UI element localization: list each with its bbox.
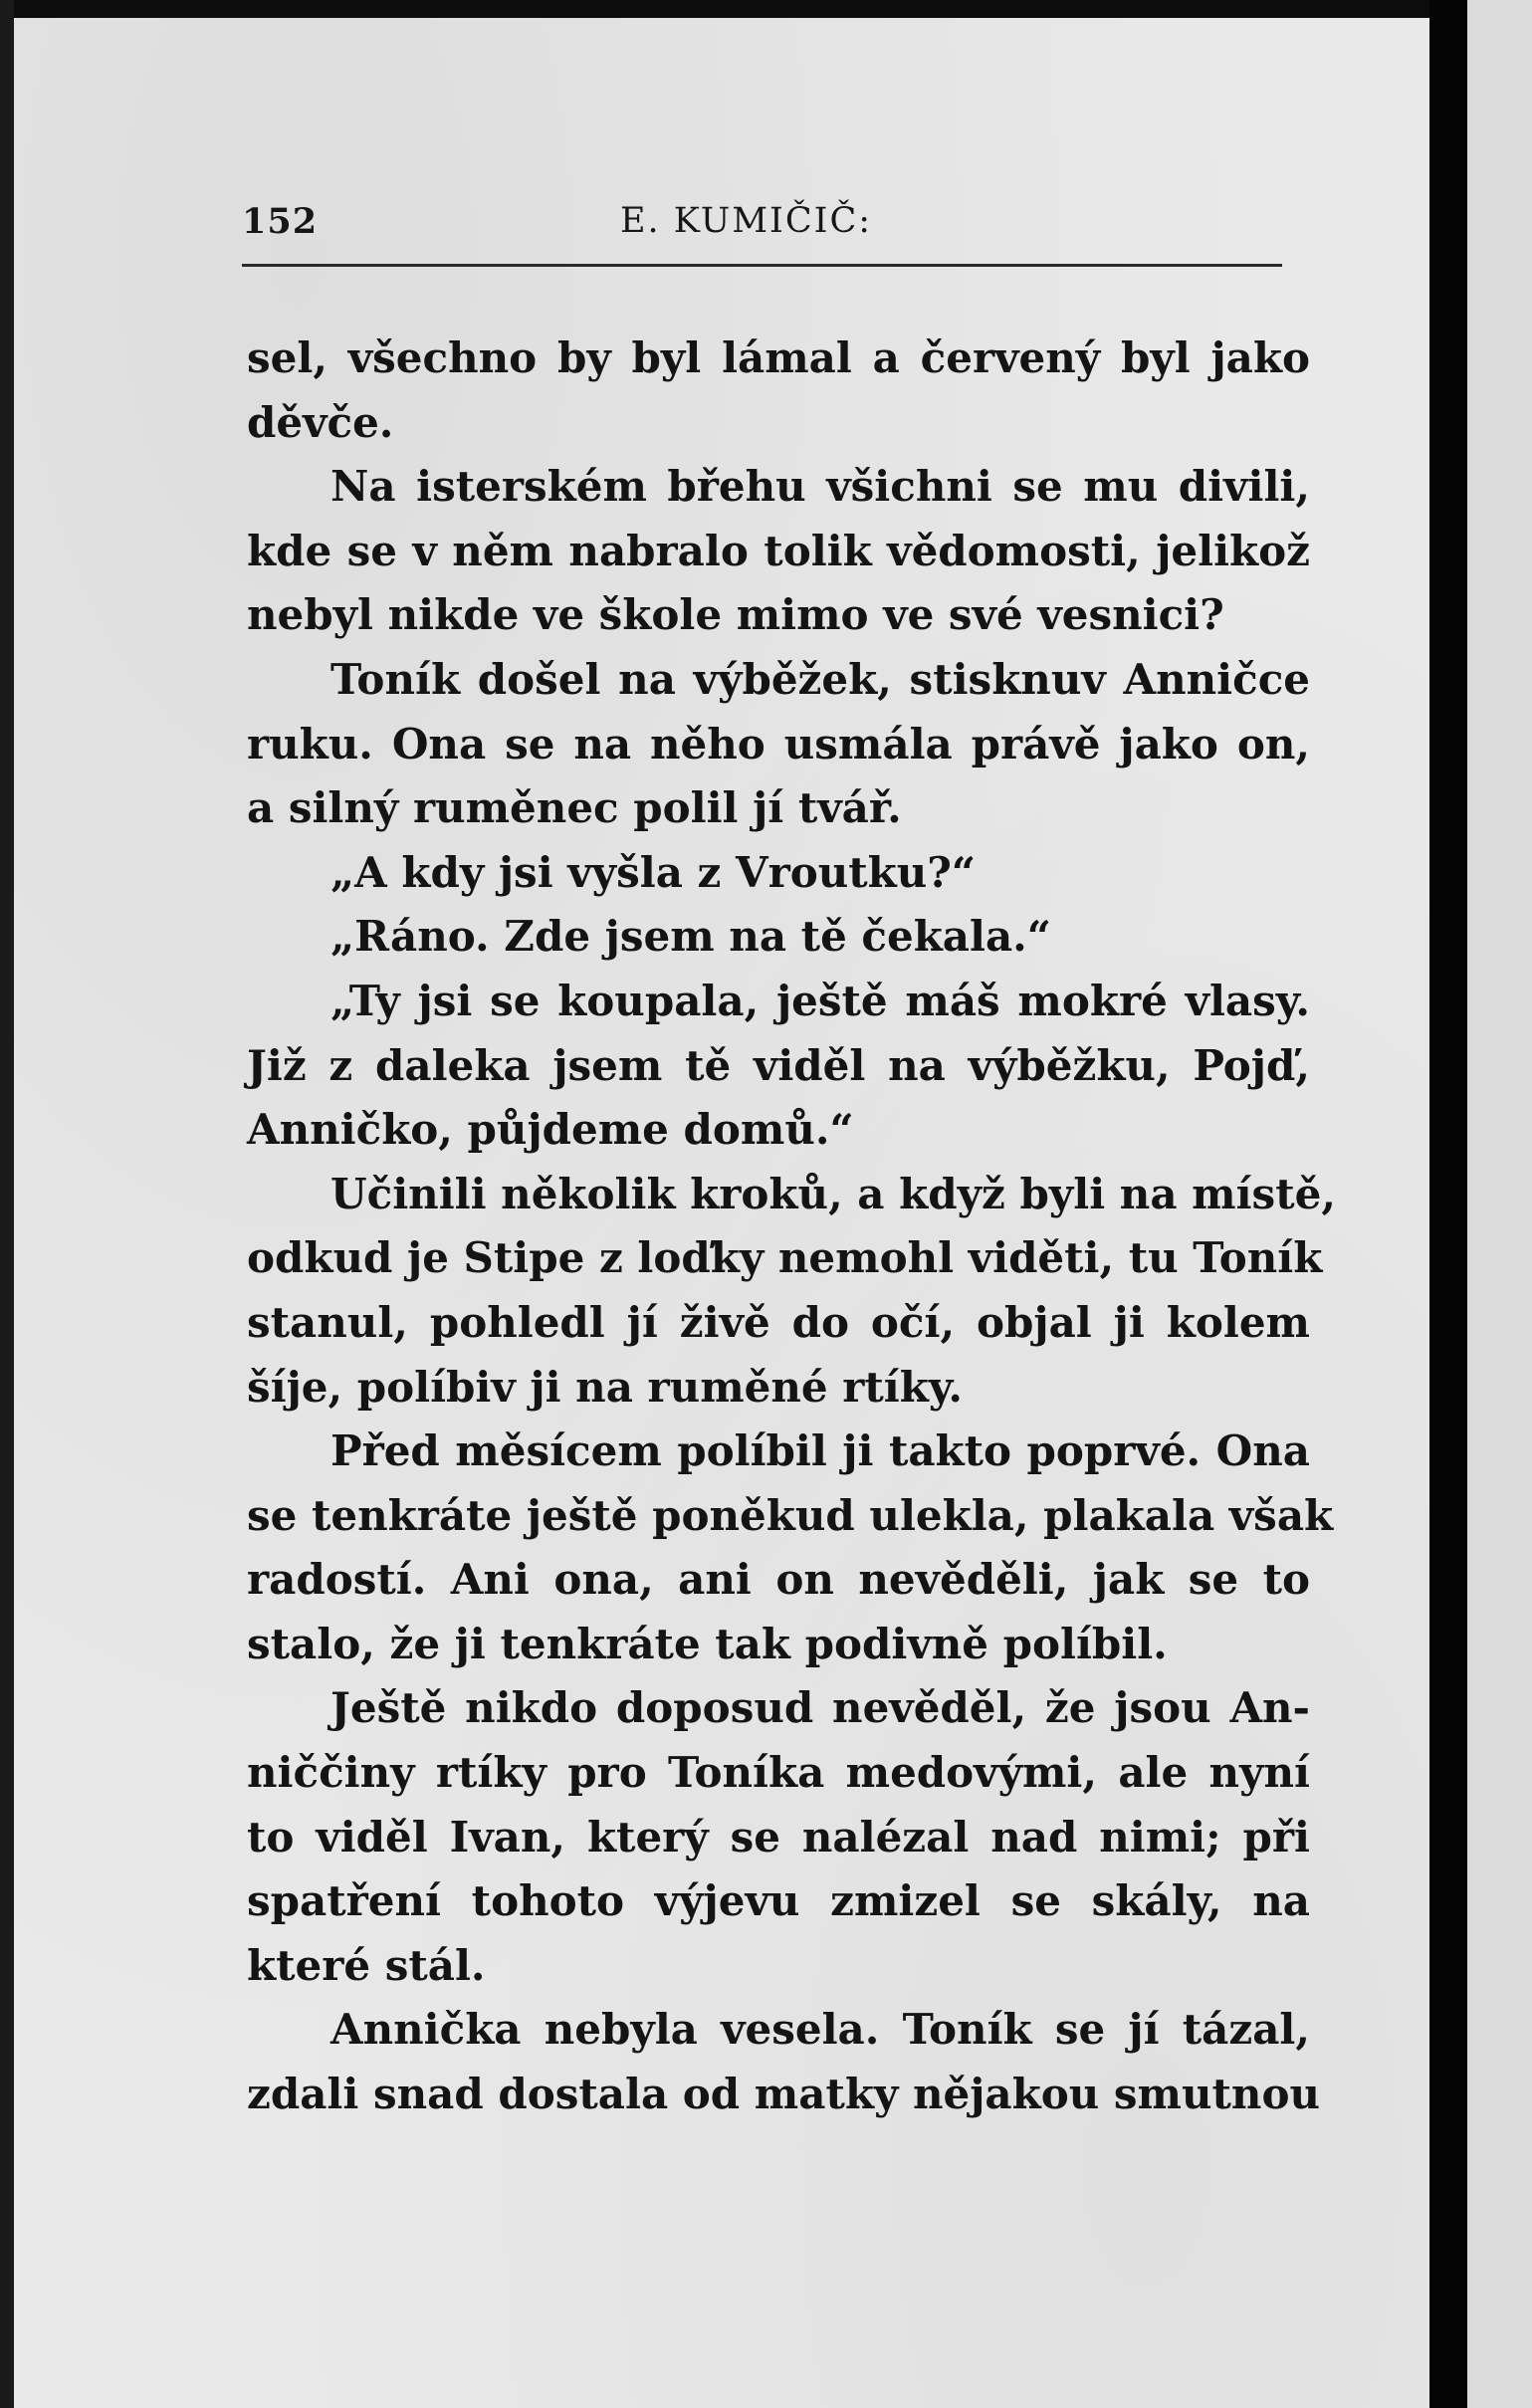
text-line: Annička nebyla vesela. Toník se jí tázal, <box>330 2005 1310 2055</box>
text-line: Toník došel na výběžek, stisknuv Anničce <box>330 654 1310 704</box>
text-line: děvče. <box>247 397 394 447</box>
text-line: radostí. Ani ona, ani on nevěděli, jak se to <box>247 1555 1310 1605</box>
text-line: Anničko, půjdeme domů.“ <box>247 1105 854 1155</box>
text-line: odkud je Stipe z loďky nemohl viděti, tu Toník <box>247 1233 1323 1283</box>
text-line: Před měsícem políbil ji takto poprvé. Ona <box>330 1426 1310 1476</box>
text-line: Již z daleka jsem tě viděl na výběžku, Pojď, <box>247 1040 1310 1090</box>
text-line: „A kdy jsi vyšla z Vroutku?“ <box>330 847 977 897</box>
text-line: Učinili několik kroků, a když byli na místě, <box>330 1169 1336 1218</box>
scan-border <box>0 0 14 2408</box>
text-line: šíje, políbiv ji na ruměné rtíky. <box>247 1362 964 1412</box>
adjacent-page-edge <box>1467 0 1532 2408</box>
text-line: se tenkráte ještě poněkud ulekla, plakala však <box>247 1490 1334 1540</box>
text-line: kde se v něm nabralo tolik vědomosti, jelikož <box>247 526 1310 575</box>
text-line: ruku. Ona se na něho usmála právě jako on, <box>247 719 1310 768</box>
text-line: a silný ruměnec polil jí tvář. <box>247 783 902 833</box>
text-line: „Ráno. Zde jsem na tě čekala.“ <box>330 912 1051 962</box>
running-title: E. KUMIČIČ: <box>620 201 873 241</box>
text-line: Ještě nikdo doposud nevěděl, že jsou An- <box>330 1683 1310 1733</box>
text-line: sel, všechno by byl lámal a červený byl jako <box>247 333 1310 382</box>
text-line: stalo, že ji tenkráte tak podivně políbil. <box>247 1619 1168 1668</box>
text-line: to viděl Ivan, který se nalézal nad nimi; při <box>247 1812 1310 1861</box>
running-head <box>242 195 1282 251</box>
book-gutter <box>1429 0 1467 2408</box>
page-number: 152 <box>242 201 319 242</box>
text-line: „Ty jsi se koupala, ještě máš mokré vlasy. <box>330 976 1310 1025</box>
text-line: nebyl nikde ve škole mimo ve své vesnici? <box>247 590 1224 640</box>
header-rule <box>242 264 1282 267</box>
text-line: zdali snad dostala od matky nějakou smutnou <box>247 2070 1321 2119</box>
text-line: které stál. <box>247 1940 486 1990</box>
body-text <box>247 327 1336 2127</box>
text-line: niččiny rtíky pro Toníka medovými, ale nyní <box>247 1748 1310 1798</box>
text-line: Na isterském břehu všichni se mu divili, <box>330 462 1310 512</box>
text-line: spatření tohoto výjevu zmizel se skály, na <box>247 1876 1310 1926</box>
text-line: stanul, pohledl jí živě do očí, objal ji kolem <box>247 1297 1310 1347</box>
